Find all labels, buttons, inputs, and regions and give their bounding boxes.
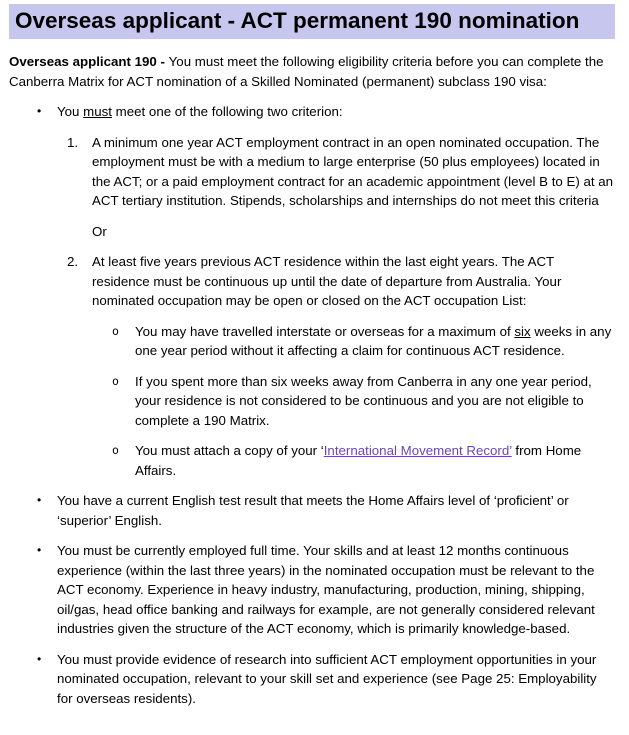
sub-bullet-text: If you spent more than six weeks away from Canberra in any one year period, your residence is not considered to be continuous and you are not eligible to complete a 190 Matrix. xyxy=(135,373,592,428)
number-label: 2. xyxy=(67,254,79,269)
or-connector: Or xyxy=(92,223,107,239)
bullet-icon: • xyxy=(37,493,42,507)
intro-lead-text: You must meet the following eligibility criteria before you can complete the Canberra Matrix for ACT nomination of a Skilled Nominated (permanent) subclass 190 visa: xyxy=(9,54,604,89)
circle-bullet-icon: o xyxy=(112,443,119,457)
text-segment: weeks in any one year period without it affecting a claim for continuous ACT residence. xyxy=(135,323,612,358)
intro-paragraph xyxy=(9,52,615,91)
list-item-text: You have a current English test result that meets the Home Affairs level of ‘proficient’ or ‘superior’ English. xyxy=(57,493,569,528)
list-item-english xyxy=(9,491,615,530)
underlined-text: must xyxy=(83,104,112,119)
list-item-employment xyxy=(9,541,615,639)
bullet-icon: • xyxy=(37,104,42,118)
international-movement-record-link[interactable]: International Movement Record’ xyxy=(323,443,512,458)
sub-bullet-travel xyxy=(9,322,615,361)
circle-bullet-icon: o xyxy=(112,373,119,388)
numbered-item-text: At least five years previous ACT residence within the last eight years. The ACT residence must be continuous up until the date of departure from Australia. Your nominated occupation may be open or closed on the ACT occupation List: xyxy=(92,254,562,308)
text-segment: You xyxy=(57,104,84,119)
list-item-text: You must provide evidence of research into sufficient ACT employment opportunities in your nominated occupation, relevant to your skill set and experience (see Page 25: Employability for overseas residents). xyxy=(57,651,597,706)
number-label: 1. xyxy=(67,134,79,150)
list-item-text xyxy=(57,102,615,122)
text-segment: You may have travelled interstate or overseas for a maximum of xyxy=(135,323,515,339)
numbered-item-act-residence xyxy=(9,252,615,311)
list-item-research xyxy=(9,650,615,709)
page-title: Overseas applicant - ACT permanent 190 nomination xyxy=(9,4,615,39)
text-segment: from Home Affairs. xyxy=(135,443,582,478)
underlined-text: six xyxy=(514,323,531,339)
numbered-item-employment-contract xyxy=(9,133,615,211)
list-item-must-meet xyxy=(9,102,615,122)
sub-bullet-text xyxy=(135,441,615,480)
text-segment: You must attach a copy of your ‘ xyxy=(135,443,324,458)
bullet-icon: • xyxy=(37,651,42,666)
text-segment: meet one of the following two criterion: xyxy=(111,104,343,119)
sub-bullet-movement-record xyxy=(9,441,615,480)
bullet-icon: • xyxy=(37,543,42,557)
circle-bullet-icon: o xyxy=(112,323,119,338)
sub-bullet-text xyxy=(135,322,615,361)
numbered-item-text: A minimum one year ACT employment contract in an open nominated occupation. The employment must be with a medium to large enterprise (50 plus employees) located in the ACT; or a paid employment contract for an academic appointment (level B to E) at an ACT tertiary institution. Stipends, scholarships and internships do not meet this criteria xyxy=(92,134,614,208)
list-item-text: You must be currently employed full time. Your skills and at least 12 months continuous experience (within the last three years) in the nominated occupation must be relevant to the ACT economy. Experience in heavy industry, manufacturing, production, mining, shipping, oil/gas, head office banking and railways for example, are not generally considered relevant industries given the structure of the ACT economy, which is primarily knowledge-based. xyxy=(57,543,595,636)
intro-lead-bold: Overseas applicant 190 - xyxy=(9,54,169,69)
sub-bullet-overstay xyxy=(9,372,615,431)
